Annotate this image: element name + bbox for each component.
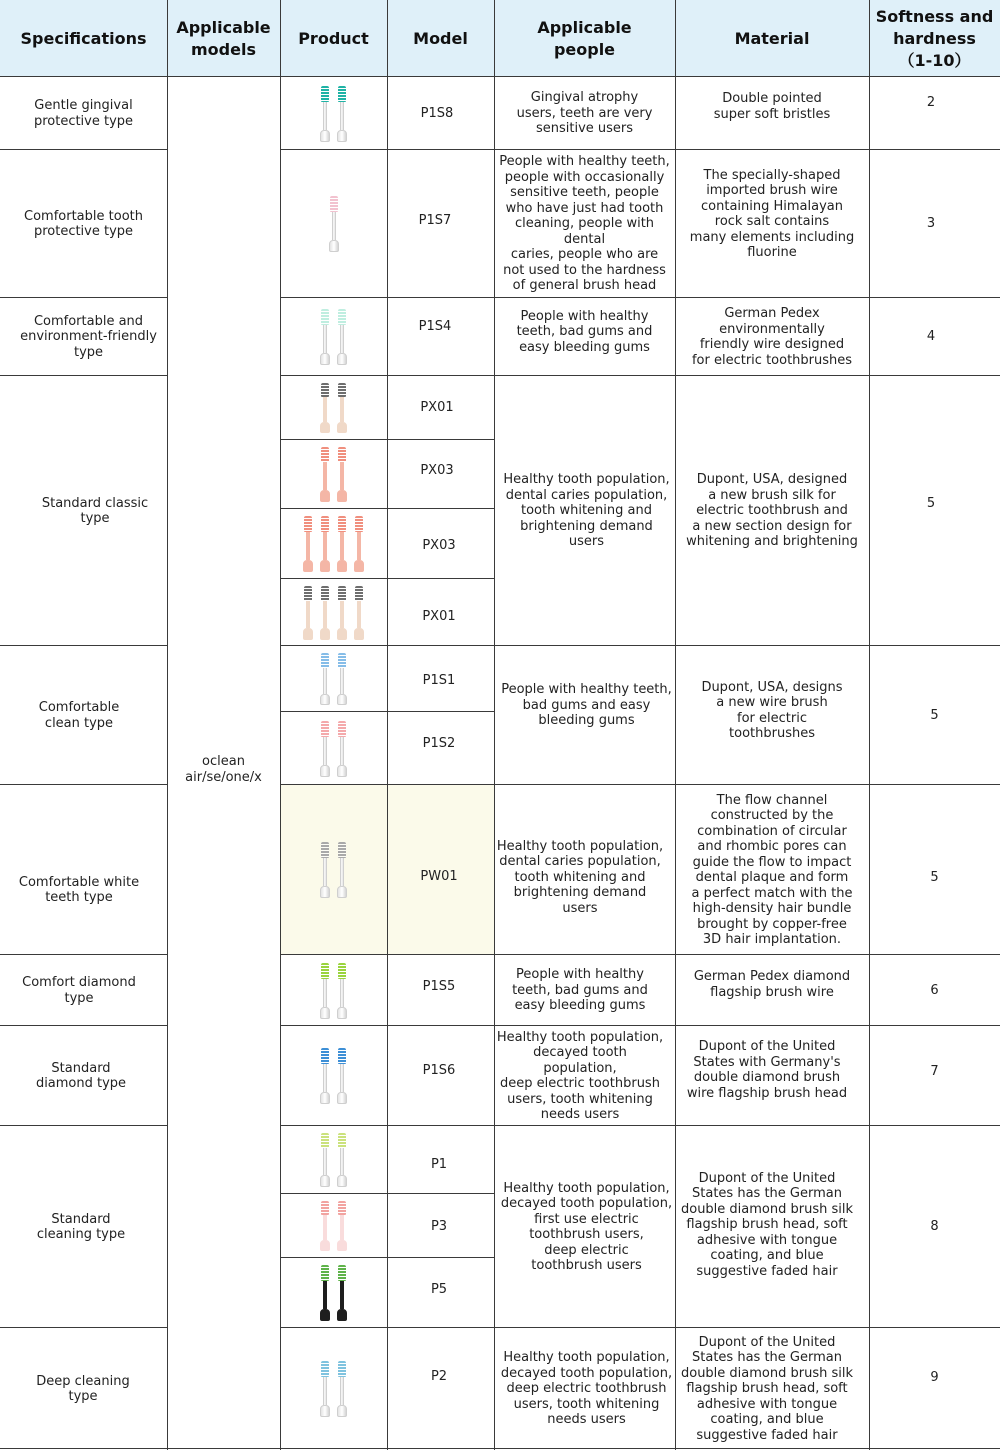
- brush-head: [320, 586, 330, 640]
- brush-bristles: [338, 1048, 346, 1064]
- brush-bristles: [304, 516, 312, 532]
- brush-head: [337, 309, 347, 365]
- brush-neck: [323, 601, 327, 628]
- toothbrush-heads-icon: [320, 1361, 347, 1417]
- brush-head: [337, 1048, 347, 1104]
- brush-base: [303, 628, 313, 640]
- model-cell: P1: [430, 1157, 448, 1173]
- product-image: [280, 509, 387, 579]
- brush-neck: [340, 532, 344, 560]
- toothbrush-heads-icon: [320, 309, 347, 365]
- hardness-cell: 6: [930, 982, 939, 998]
- brush-base: [320, 560, 330, 572]
- brush-base: [354, 560, 364, 572]
- header-softness-hardness: Softness and hardness （1-10）: [869, 0, 1000, 77]
- brush-head: [329, 196, 339, 252]
- product-image: [280, 440, 387, 509]
- brush-head: [320, 516, 330, 572]
- spec-cell: Standard diamond type: [35, 1060, 127, 1091]
- toothbrush-heads-icon: [320, 1048, 347, 1104]
- brush-neck: [306, 601, 310, 628]
- divider: [494, 0, 495, 1450]
- model-cell: P1S5: [422, 979, 456, 995]
- brush-base: [320, 694, 330, 705]
- brush-head: [337, 653, 347, 705]
- people-cell: Healthy tooth population, decayed tooth population, first use electric toothbrush users, deep electric toothbrush users: [500, 1180, 673, 1273]
- material-cell: German Pedex diamond flagship brush wire: [693, 969, 851, 1000]
- brush-base: [320, 1405, 330, 1417]
- brush-base: [320, 628, 330, 640]
- brush-neck: [323, 1281, 327, 1309]
- divider: [0, 645, 167, 646]
- brush-bristles: [338, 447, 346, 462]
- brush-neck: [340, 979, 344, 1007]
- product-image: [280, 712, 387, 785]
- toothbrush-heads-icon: [320, 721, 347, 777]
- divider: [0, 1448, 1000, 1449]
- brush-base: [320, 353, 330, 365]
- divider: [0, 1327, 167, 1328]
- brush-neck: [323, 737, 327, 765]
- brush-neck: [340, 397, 344, 422]
- brush-head: [337, 1361, 347, 1417]
- model-cell: P1S1: [422, 673, 456, 689]
- brush-bristles: [321, 842, 329, 858]
- brush-bristles: [338, 586, 346, 601]
- brush-neck: [323, 397, 327, 422]
- divider: [280, 0, 281, 1450]
- model-cell: P1S2: [422, 736, 456, 752]
- divider: [0, 375, 167, 376]
- brush-head: [303, 586, 313, 640]
- brush-base: [337, 130, 347, 142]
- spec-cell: Standard classic type: [41, 495, 149, 526]
- people-cell: Healthy tooth population, dental caries population, tooth whitening and brightening demand users: [503, 472, 670, 550]
- toothbrush-heads-icon: [320, 1265, 347, 1321]
- hardness-cell: 5: [930, 869, 939, 885]
- brush-neck: [340, 462, 344, 490]
- brush-base: [320, 130, 330, 142]
- divider: [0, 76, 1000, 77]
- header-material: Material: [675, 0, 869, 77]
- product-image: [280, 150, 387, 298]
- divider: [869, 0, 870, 1450]
- people-cell: Healthy tooth population, decayed tooth population, deep electric toothbrush users, tooth whitening needs users: [500, 1350, 673, 1428]
- hardness-cell: 4: [926, 329, 936, 345]
- brush-neck: [340, 858, 344, 886]
- spec-cell: Standard cleaning type: [36, 1211, 126, 1242]
- header-applicable-people: Applicable people: [494, 0, 675, 77]
- brush-bristles: [338, 1133, 346, 1148]
- divider: [280, 149, 1000, 150]
- hardness-cell: 3: [926, 216, 936, 232]
- brush-head: [303, 516, 313, 572]
- brush-head: [320, 721, 330, 777]
- brush-bristles: [321, 1201, 329, 1215]
- brush-base: [320, 422, 330, 433]
- brush-base: [337, 560, 347, 572]
- toothbrush-heads-icon: [320, 963, 347, 1019]
- brush-head: [354, 516, 364, 572]
- hardness-cell: 9: [930, 1370, 939, 1386]
- material-cell: Dupont of the United States with Germany's double diamond brush wire flagship brush head: [686, 1039, 848, 1101]
- divider: [0, 149, 167, 150]
- material-cell: Dupont of the United States has the German double diamond brush silk flagship brush head, soft adhesive with tongue coating, and blue suggestive faded hair: [680, 1170, 853, 1279]
- divider: [280, 1327, 1000, 1328]
- brush-base: [320, 490, 330, 502]
- brush-neck: [332, 212, 336, 240]
- product-image: [280, 298, 387, 376]
- product-image: [280, 1194, 387, 1258]
- brush-head: [337, 86, 347, 142]
- material-cell: Dupont, USA, designs a new wire brush for electric toothbrushes: [701, 679, 843, 741]
- brush-bristles: [321, 383, 329, 397]
- divider: [280, 297, 1000, 298]
- product-image: [280, 785, 387, 955]
- material-cell: Dupont, USA, designed a new brush silk for electric toothbrush and a new section design for whitening and brightening: [686, 472, 858, 550]
- spec-cell: Comfortable and environment-friendly type: [20, 313, 157, 360]
- brush-head: [337, 963, 347, 1019]
- toothbrush-heads-icon: [320, 1133, 347, 1187]
- brush-base: [320, 765, 330, 777]
- brush-neck: [340, 1377, 344, 1405]
- brush-base: [337, 1175, 347, 1187]
- brush-base: [337, 422, 347, 433]
- model-cell: PX01: [422, 609, 456, 625]
- product-image: [280, 376, 387, 440]
- brush-bristles: [338, 309, 346, 325]
- spec-cell: Comfortable tooth protective type: [24, 208, 143, 239]
- brush-base: [320, 1092, 330, 1104]
- model-cell: P5: [430, 1282, 448, 1298]
- brush-base: [337, 886, 347, 898]
- product-image: [280, 1258, 387, 1328]
- brush-base: [320, 1175, 330, 1187]
- brush-neck: [323, 1215, 327, 1240]
- brush-base: [337, 1092, 347, 1104]
- brush-bristles: [321, 516, 329, 532]
- header-applicable-models: Applicable models: [167, 0, 280, 77]
- brush-head: [337, 383, 347, 433]
- brush-bristles: [321, 653, 329, 668]
- divider: [280, 439, 494, 440]
- brush-bristles: [338, 86, 346, 102]
- model-cell: P1S8: [420, 105, 454, 121]
- brush-head: [320, 842, 330, 898]
- divider: [0, 954, 167, 955]
- toothbrush-heads-icon: [320, 447, 347, 502]
- brush-head: [337, 516, 347, 572]
- brush-base: [337, 765, 347, 777]
- hardness-cell: 8: [930, 1219, 939, 1235]
- brush-neck: [340, 1064, 344, 1092]
- brush-head: [337, 586, 347, 640]
- material-cell: Dupont of the United States has the German double diamond brush silk flagship brush head, soft adhesive with tongue coating, and blue suggestive faded hair: [680, 1334, 853, 1443]
- brush-bristles: [338, 721, 346, 737]
- people-cell: Healthy tooth population, dental caries population, tooth whitening and brightening demand users: [496, 838, 664, 916]
- divider: [0, 1125, 167, 1126]
- brush-neck: [323, 325, 327, 353]
- brush-bristles: [321, 963, 329, 979]
- spec-cell: Comfort diamond type: [22, 975, 136, 1006]
- brush-neck: [357, 601, 361, 628]
- brush-head: [320, 1133, 330, 1187]
- brush-bristles: [321, 1265, 329, 1281]
- brush-bristles: [321, 586, 329, 601]
- brush-neck: [323, 1377, 327, 1405]
- brush-base: [337, 1240, 347, 1251]
- brush-bristles: [338, 516, 346, 532]
- people-cell: Gingival atrophy users, teeth are very sensitive users: [516, 90, 653, 137]
- divider: [280, 1125, 1000, 1126]
- brush-head: [320, 653, 330, 705]
- divider: [280, 508, 494, 509]
- brush-bristles: [321, 86, 329, 102]
- brush-bristles: [321, 1133, 329, 1148]
- divider: [675, 0, 676, 1450]
- brush-neck: [340, 1215, 344, 1240]
- brush-base: [337, 353, 347, 365]
- brush-neck: [323, 668, 327, 694]
- model-cell: P3: [430, 1219, 448, 1235]
- brush-bristles: [330, 196, 338, 212]
- brush-base: [320, 1309, 330, 1321]
- model-cell: PX01: [420, 400, 454, 416]
- brush-base: [329, 240, 339, 252]
- brush-neck: [323, 462, 327, 490]
- brush-base: [337, 1405, 347, 1417]
- divider: [280, 1193, 494, 1194]
- people-cell: People with healthy teeth, people with occasionally sensitive teeth, people who have just had tooth cleaning, people with dental caries, people who are not used to the hardness of general brush head: [499, 154, 670, 294]
- brush-neck: [340, 668, 344, 694]
- toothbrush-heads-icon: [303, 586, 364, 640]
- divider: [280, 784, 1000, 785]
- product-image: [280, 646, 387, 712]
- brush-base: [320, 1007, 330, 1019]
- header-product: Product: [280, 0, 387, 77]
- product-image: [280, 1328, 387, 1450]
- applicable-models-value: oclean air/se/one/x: [185, 754, 262, 785]
- hardness-cell: 5: [930, 707, 939, 723]
- brush-neck: [340, 737, 344, 765]
- brush-base: [337, 1007, 347, 1019]
- toothbrush-heads-icon: [320, 383, 347, 433]
- model-cell: P1S4: [418, 319, 452, 335]
- brush-bristles: [338, 963, 346, 979]
- brush-neck: [340, 601, 344, 628]
- brush-neck: [340, 325, 344, 353]
- brush-neck: [340, 102, 344, 130]
- brush-neck: [357, 532, 361, 560]
- model-cell: P2: [430, 1369, 448, 1385]
- brush-bristles: [355, 586, 363, 601]
- hardness-cell: 7: [930, 1064, 939, 1080]
- model-cell: PX03: [422, 538, 456, 554]
- brush-head: [320, 447, 330, 502]
- brush-bristles: [338, 1361, 346, 1377]
- brush-neck: [323, 1148, 327, 1175]
- divider: [280, 1025, 1000, 1026]
- brush-bristles: [304, 586, 312, 601]
- brush-bristles: [338, 653, 346, 668]
- hardness-cell: 2: [926, 95, 936, 110]
- divider: [280, 645, 1000, 646]
- brush-head: [320, 1048, 330, 1104]
- brush-head: [320, 963, 330, 1019]
- model-cell: P1S7: [418, 213, 452, 229]
- brush-base: [337, 694, 347, 705]
- brush-base: [303, 560, 313, 572]
- divider: [280, 954, 1000, 955]
- people-cell: People with healthy teeth, bad gums and easy bleeding gums: [516, 308, 653, 355]
- header-specifications: Specifications: [0, 0, 167, 77]
- brush-neck: [323, 858, 327, 886]
- brush-head: [354, 586, 364, 640]
- spec-cell: Gentle gingival protective type: [33, 98, 134, 129]
- divider: [0, 1025, 167, 1026]
- header-model: Model: [387, 0, 494, 77]
- divider: [167, 0, 168, 1450]
- brush-head: [320, 1265, 330, 1321]
- spec-cell: Comfortable white teeth type: [18, 874, 140, 905]
- model-cell: P1S6: [422, 1063, 456, 1079]
- toothbrush-heads-icon: [320, 1201, 347, 1251]
- product-image: [280, 1026, 387, 1126]
- divider: [280, 1257, 494, 1258]
- material-cell: The specially-shaped imported brush wire containing Himalayan rock salt contains many elements including fluorine: [689, 167, 855, 260]
- brush-head: [320, 86, 330, 142]
- divider: [280, 375, 1000, 376]
- toothbrush-head-icon: [329, 196, 339, 252]
- brush-neck: [323, 102, 327, 130]
- brush-head: [337, 1201, 347, 1251]
- brush-head: [320, 1201, 330, 1251]
- brush-bristles: [355, 516, 363, 532]
- brush-base: [320, 1240, 330, 1251]
- brush-neck: [340, 1281, 344, 1309]
- model-cell: PW01: [420, 868, 458, 884]
- product-image: [280, 579, 387, 646]
- brush-base: [320, 886, 330, 898]
- brush-head: [337, 447, 347, 502]
- spec-cell: Comfortable clean type: [38, 700, 120, 731]
- product-image: [280, 77, 387, 150]
- brush-neck: [323, 532, 327, 560]
- divider: [0, 784, 167, 785]
- brush-head: [337, 1265, 347, 1321]
- brush-base: [337, 490, 347, 502]
- people-cell: People with healthy teeth, bad gums and easy bleeding gums: [501, 682, 672, 729]
- brush-bristles: [321, 1048, 329, 1064]
- toothbrush-heads-icon: [303, 516, 364, 572]
- brush-neck: [323, 1064, 327, 1092]
- divider: [0, 297, 167, 298]
- toothbrush-heads-icon: [320, 86, 347, 142]
- brush-bristles: [321, 309, 329, 325]
- material-cell: German Pedex environmentally friendly wire designed for electric toothbrushes: [691, 306, 853, 368]
- brush-bristles: [338, 383, 346, 397]
- brush-base: [337, 628, 347, 640]
- brush-bristles: [321, 721, 329, 737]
- brush-head: [320, 309, 330, 365]
- brush-neck: [323, 979, 327, 1007]
- brush-bristles: [338, 842, 346, 858]
- brush-head: [337, 842, 347, 898]
- brush-head: [337, 1133, 347, 1187]
- divider: [280, 578, 494, 579]
- divider: [280, 711, 494, 712]
- material-cell: The flow channel constructed by the combination of circular and rhombic pores can guide the flow to impact dental plaque and form a perfect match with the high-density hair bundle brought by copper-free 3D hair implantation.: [691, 792, 853, 947]
- toothbrush-heads-icon: [320, 653, 347, 705]
- model-cell: PX03: [420, 463, 454, 479]
- brush-bristles: [338, 1265, 346, 1281]
- brush-head: [337, 721, 347, 777]
- toothbrush-heads-icon: [320, 842, 347, 898]
- brush-base: [354, 628, 364, 640]
- people-cell: Healthy tooth population, decayed tooth population, deep electric toothbrush users, tooth whitening needs users: [496, 1029, 664, 1122]
- divider: [387, 0, 388, 1450]
- brush-bristles: [321, 447, 329, 462]
- brush-neck: [340, 1148, 344, 1175]
- brush-bristles: [321, 1361, 329, 1377]
- brush-bristles: [338, 1201, 346, 1215]
- hardness-cell: 5: [926, 496, 936, 512]
- brush-head: [320, 383, 330, 433]
- product-image: [280, 1126, 387, 1194]
- spec-cell: Deep cleaning type: [36, 1373, 130, 1404]
- product-image: [280, 955, 387, 1026]
- people-cell: People with healthy teeth, bad gums and easy bleeding gums: [512, 967, 648, 1014]
- brush-head: [320, 1361, 330, 1417]
- brush-neck: [306, 532, 310, 560]
- material-cell: Double pointed super soft bristles: [713, 91, 831, 122]
- brush-base: [337, 1309, 347, 1321]
